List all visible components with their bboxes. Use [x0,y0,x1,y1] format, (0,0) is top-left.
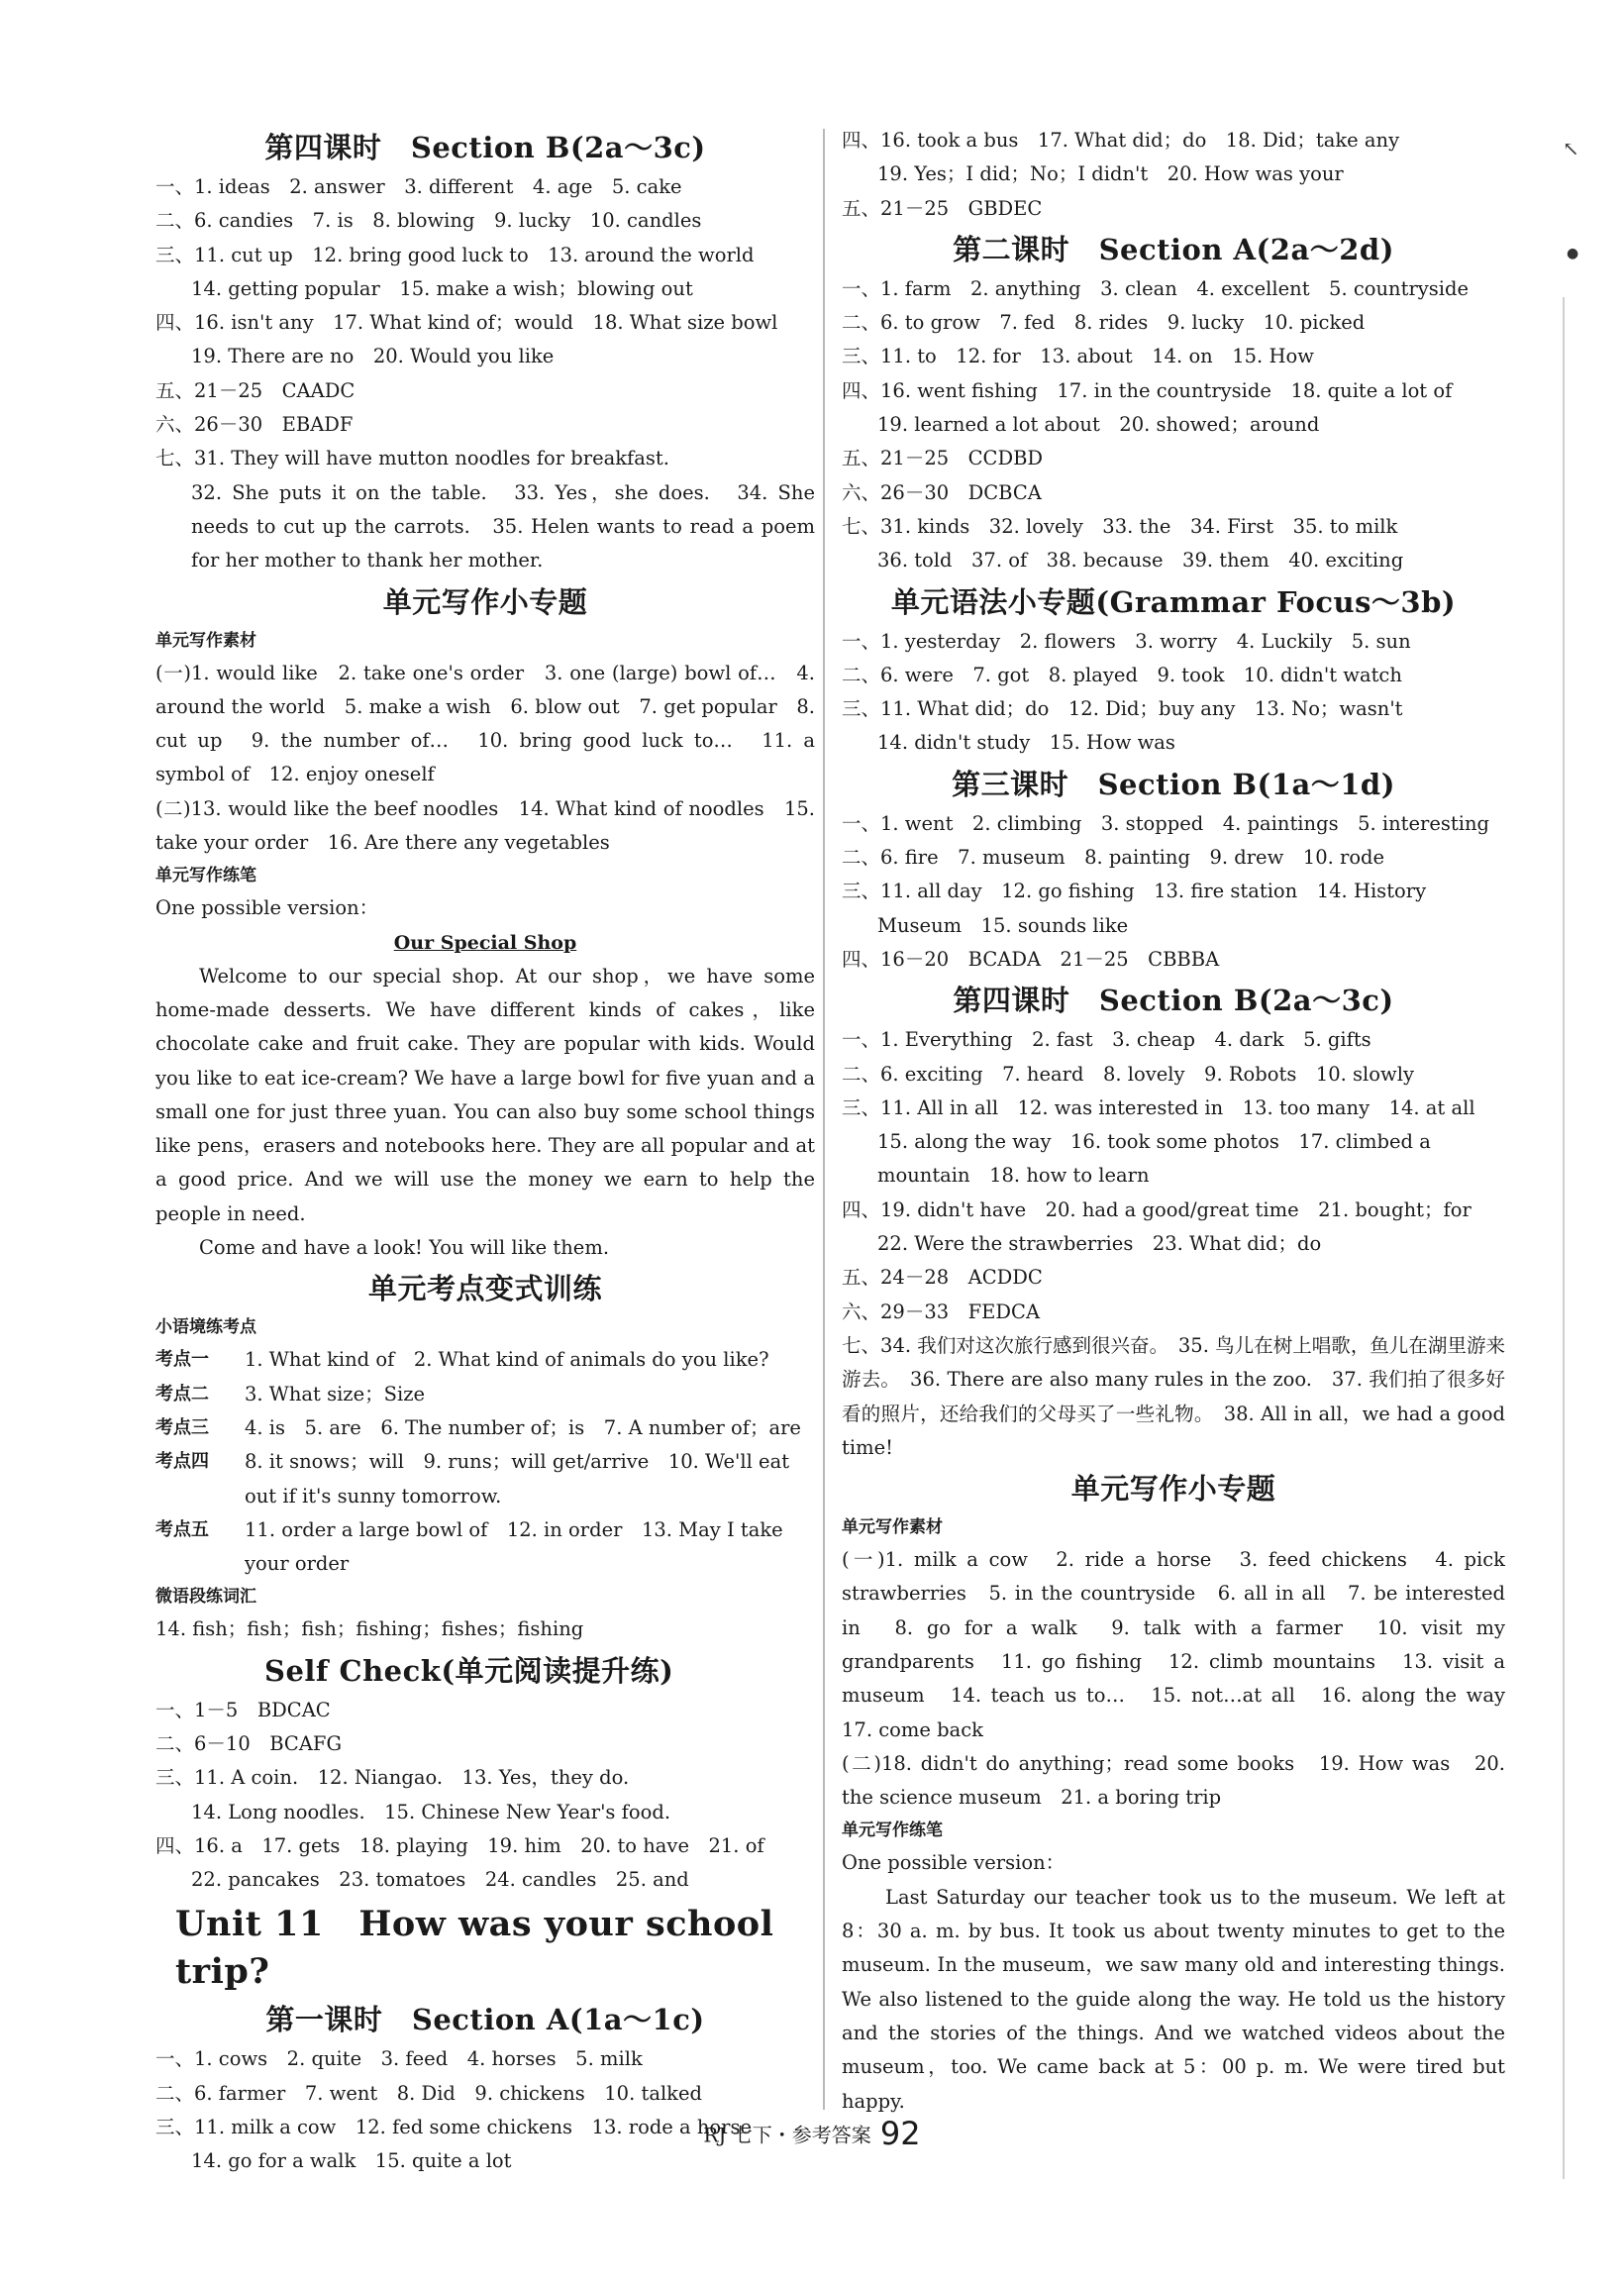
answer-line: 19. There are no 20. Would you like [191,345,555,368]
section-title: 第三课时 Section B(1a～1d) [952,767,1395,801]
answer-line: 三、11. to 12. for 13. about 14. on 15. How [842,345,1314,368]
scenario-label: 小语境练考点 [155,1317,256,1338]
writing-material-label: 单元写作素材 [842,1517,943,1538]
answer-paragraph: 32. She puts it on the table. 33. Yes，she does. 34. She needs to cut up the carrots. 35. Helen wants to read a poem for her mother to thank her mother. [191,480,815,572]
writing-practice-label: 单元写作练笔 [155,866,256,886]
answer-line: 一、1. Everything 2. fast 3. cheap 4. dark 5. gifts [842,1028,1371,1052]
answer-line: 一、1. cows 2. quite 3. feed 4. horses 5. milk [155,2047,643,2071]
writing-title: 单元写作小专题 [382,584,588,619]
answer-line: 三、11. all day 12. go fishing 13. fire station 14. History [842,880,1427,903]
section-title: 第四课时 Section B(2a～3c) [953,984,1394,1018]
answer-line: 五、24－28 ACDDC [842,1266,1043,1290]
page-edge-line [1563,297,1565,2179]
answer-line: 22. Were the strawberries 23. What did；do [877,1232,1322,1256]
answer-line: 三、11. cut up 12. bring good luck to 13. around the world [155,243,755,266]
vocab-label: 微语段练词汇 [155,1587,256,1608]
kaodian-row: 考点一 1. What kind of 2. What kind of animals do you like? [155,1348,769,1372]
scan-dot: ● [1567,246,1579,261]
answer-line: 14. Long noodles. 15. Chinese New Year's food. [191,1800,671,1823]
page-number: 92 [879,2115,921,2152]
essay-paragraph: Welcome to our special shop. At our shop，we have some home-made desserts. We have different kinds of cakes，like chocolate cake and fruit cake. They are popular with kids. Would you like to eat ice-cream? We have a large bowl for five yuan and a small one for just three yuan. You can also buy some school things like pens，erasers and notebooks here. They are all popular and at a good price. And we will use the money we earn to help the people in need. [155,964,815,1225]
answer-line: 14. go for a walk 15. quite a lot [191,2149,512,2173]
answer-line: 六、26－30 EBADF [155,413,354,437]
essay-paragraph: Come and have a look! You will like them. [199,1236,610,1260]
answer-line: 七、31. They will have mutton noodles for breakfast. [155,447,669,470]
answer-line: 五、21－25 GBDEC [842,196,1043,220]
writing-material-label: 单元写作素材 [155,630,256,651]
answer-line: mountain 18. how to learn [877,1164,1150,1188]
kaodian-row: out if it's sunny tomorrow. [245,1484,502,1508]
answer-line: 七、31. kinds 32. lovely 33. the 34. First 35. to milk [842,514,1398,538]
page-footer [0,2115,1624,2152]
vocab-line: 14. fish；fish；fish；fishing；fishes；fishing [155,1617,584,1641]
answer-line: 15. along the way 16. took some photos 17. climbed a [877,1130,1431,1154]
answer-line: 四、16. went fishing 17. in the countryside 18. quite a lot of [842,378,1453,402]
writing-material-paragraph: (一)1. would like 2. take one's order 3. one (large) bowl of… 4. around the world 5. make a wish 6. blow out 7. get popular 8. cut up 9. the number of… 10. bring good luck to… 11. a symbol of 12. enjoy oneself [155,661,815,786]
scan-mark: ↖ [1563,137,1579,160]
kaodian-row: 考点二 3. What size；Size [155,1382,426,1405]
kaodian-row: 考点五 11. order a large bowl of 12. in order 13. May I take [155,1517,783,1541]
answer-line: Museum 15. sounds like [877,913,1129,937]
kaodian-row: 考点三 4. is 5. are 6. The number of；is 7. A number of；are [155,1415,801,1439]
answer-line: 一、1. yesterday 2. flowers 3. worry 4. Luckily 5. sun [842,629,1411,653]
unit-title: Unit 11 How was your school trip? [175,1904,774,1993]
training-title: 单元考点变式训练 [367,1272,602,1306]
essay-title: Our Special Shop [393,931,577,954]
section-title: 第一课时 Section A(1a～1c) [265,2003,705,2037]
writing-material-paragraph: (一)1. milk a cow 2. ride a horse 3. feed chickens 4. pick strawberries 5. in the countryside 6. all in all 7. be interested in 8. go for a walk 9. talk with a farmer 10. visit my grandparents 11. go fishing 12. climb mountains 13. visit a museum 14. teach us to… 15. not…at all 16. along the way 17. come back [842,1548,1525,1741]
column-divider [823,129,825,2110]
writing-material-paragraph: (二)13. would like the beef noodles 14. What kind of noodles 15. take your order 16. Are there any vegetables [155,796,815,855]
answer-line: 四、19. didn't have 20. had a good/great time 21. bought；for [842,1197,1472,1221]
left-column [155,124,815,2179]
answer-line: 二、6. fire 7. museum 8. painting 9. drew 10. rode [842,846,1385,870]
answer-line: 二、6. exciting 7. heard 8. lovely 9. Robots 10. slowly [842,1062,1414,1086]
answer-line: 一、1. went 2. climbing 3. stopped 4. paintings 5. interesting [842,811,1490,835]
answer-line: 二、6. were 7. got 8. played 9. took 10. didn't watch [842,663,1402,686]
answer-line: 六、29－33 FEDCA [842,1300,1041,1323]
right-column [842,124,1525,2119]
answer-line: 一、1. farm 2. anything 3. clean 4. excellent 5. countryside [842,276,1470,300]
answer-line: 二、6. farmer 7. went 8. Did 9. chickens 10. talked [155,2081,703,2105]
answer-line: 四、16. took a bus 17. What did；do 18. Did；take any [842,129,1400,152]
section-title: 第二课时 Section A(2a～2d) [953,232,1394,266]
kaodian-row: your order [245,1552,350,1576]
writing-title: 单元写作小专题 [1070,1472,1276,1507]
answer-line: 22. pancakes 23. tomatoes 24. candles 25. and [191,1868,689,1892]
answer-line: 14. getting popular 15. make a wish；blowing out [191,276,693,300]
answer-line: 一、1－5 BDCAC [155,1698,331,1721]
answer-line: 三、11. milk a cow 12. fed some chickens 13. rode a horse [155,2116,753,2139]
answer-line: 三、11. A coin. 12. Niangao. 13. Yes，they do. [155,1766,630,1790]
answer-line: 四、16－20 BCADA 21－25 CBBBA [842,947,1220,971]
answer-line: 五、21－25 CAADC [155,378,355,402]
footer-text: RJ 七下・参考答案 [703,2123,871,2147]
selfcheck-title: Self Check(单元阅读提升练) [264,1653,674,1688]
answer-line: 六、26－30 DCBCA [842,480,1042,504]
answer-line: 四、16. isn't any 17. What kind of；would 18. What size bowl [155,311,778,335]
answer-line: 三、11. What did；do 12. Did；buy any 13. No；wasn't [842,697,1403,721]
essay-paragraph: Last Saturday our teacher took us to the museum. We left at 8：30 a. m. by bus. It took us about twenty minutes to get to the museum. In the museum，we saw many old and interesting things. We also listened to the guide along the way. He told us the history and the stories of the things. And we watched videos about the museum，too. We came back at 5：00 p. m. We were tired but happy. [842,1885,1505,2113]
answer-line: 14. didn't study 15. How was [877,731,1175,755]
answer-line: 二、6. to grow 7. fed 8. rides 9. lucky 10. picked [842,311,1366,335]
writing-material-paragraph: (二)18. didn't do anything；read some books 19. How was 20. the science museum 21. a boring trip [842,1751,1505,1810]
possible-version-label: One possible version： [842,1851,1066,1875]
section-title: 第四课时 Section B(2a～3c) [264,131,706,164]
answer-line: 19. Yes；I did；No；I didn't 20. How was your [877,162,1344,186]
answer-line: 三、11. All in all 12. was interested in 13. too many 14. at all [842,1095,1475,1119]
answer-line: 一、1. ideas 2. answer 3. different 4. age 5. cake [155,175,682,198]
answer-line: 19. learned a lot about 20. showed；around [877,413,1320,437]
grammar-title: 单元语法小专题(Grammar Focus～3b) [890,584,1457,619]
possible-version-label: One possible version： [155,896,379,920]
answer-paragraph: 七、34. 我们对这次旅行感到很兴奋。 35. 鸟儿在树上唱歌，鱼儿在湖里游来游去。 36. There are also many rules in the zoo. 37. 我们拍了很多好看的照片，还给我们的父母买了一些礼物。 38. All in all，we had a good time! [842,1333,1505,1459]
answer-line: 二、6. candies 7. is 8. blowing 9. lucky 10. candles [155,209,702,233]
answer-line: 四、16. a 17. gets 18. playing 19. him 20. to have 21. of [155,1833,764,1857]
answer-line: 36. told 37. of 38. because 39. them 40. exciting [877,549,1404,572]
answer-line: 五、21－25 CCDBD [842,447,1044,470]
writing-practice-label: 单元写作练笔 [842,1820,943,1841]
answer-line: 二、6－10 BCAFG [155,1731,343,1755]
kaodian-row: 考点四 8. it snows；will 9. runs；will get/arrive 10. We'll eat [155,1450,790,1474]
